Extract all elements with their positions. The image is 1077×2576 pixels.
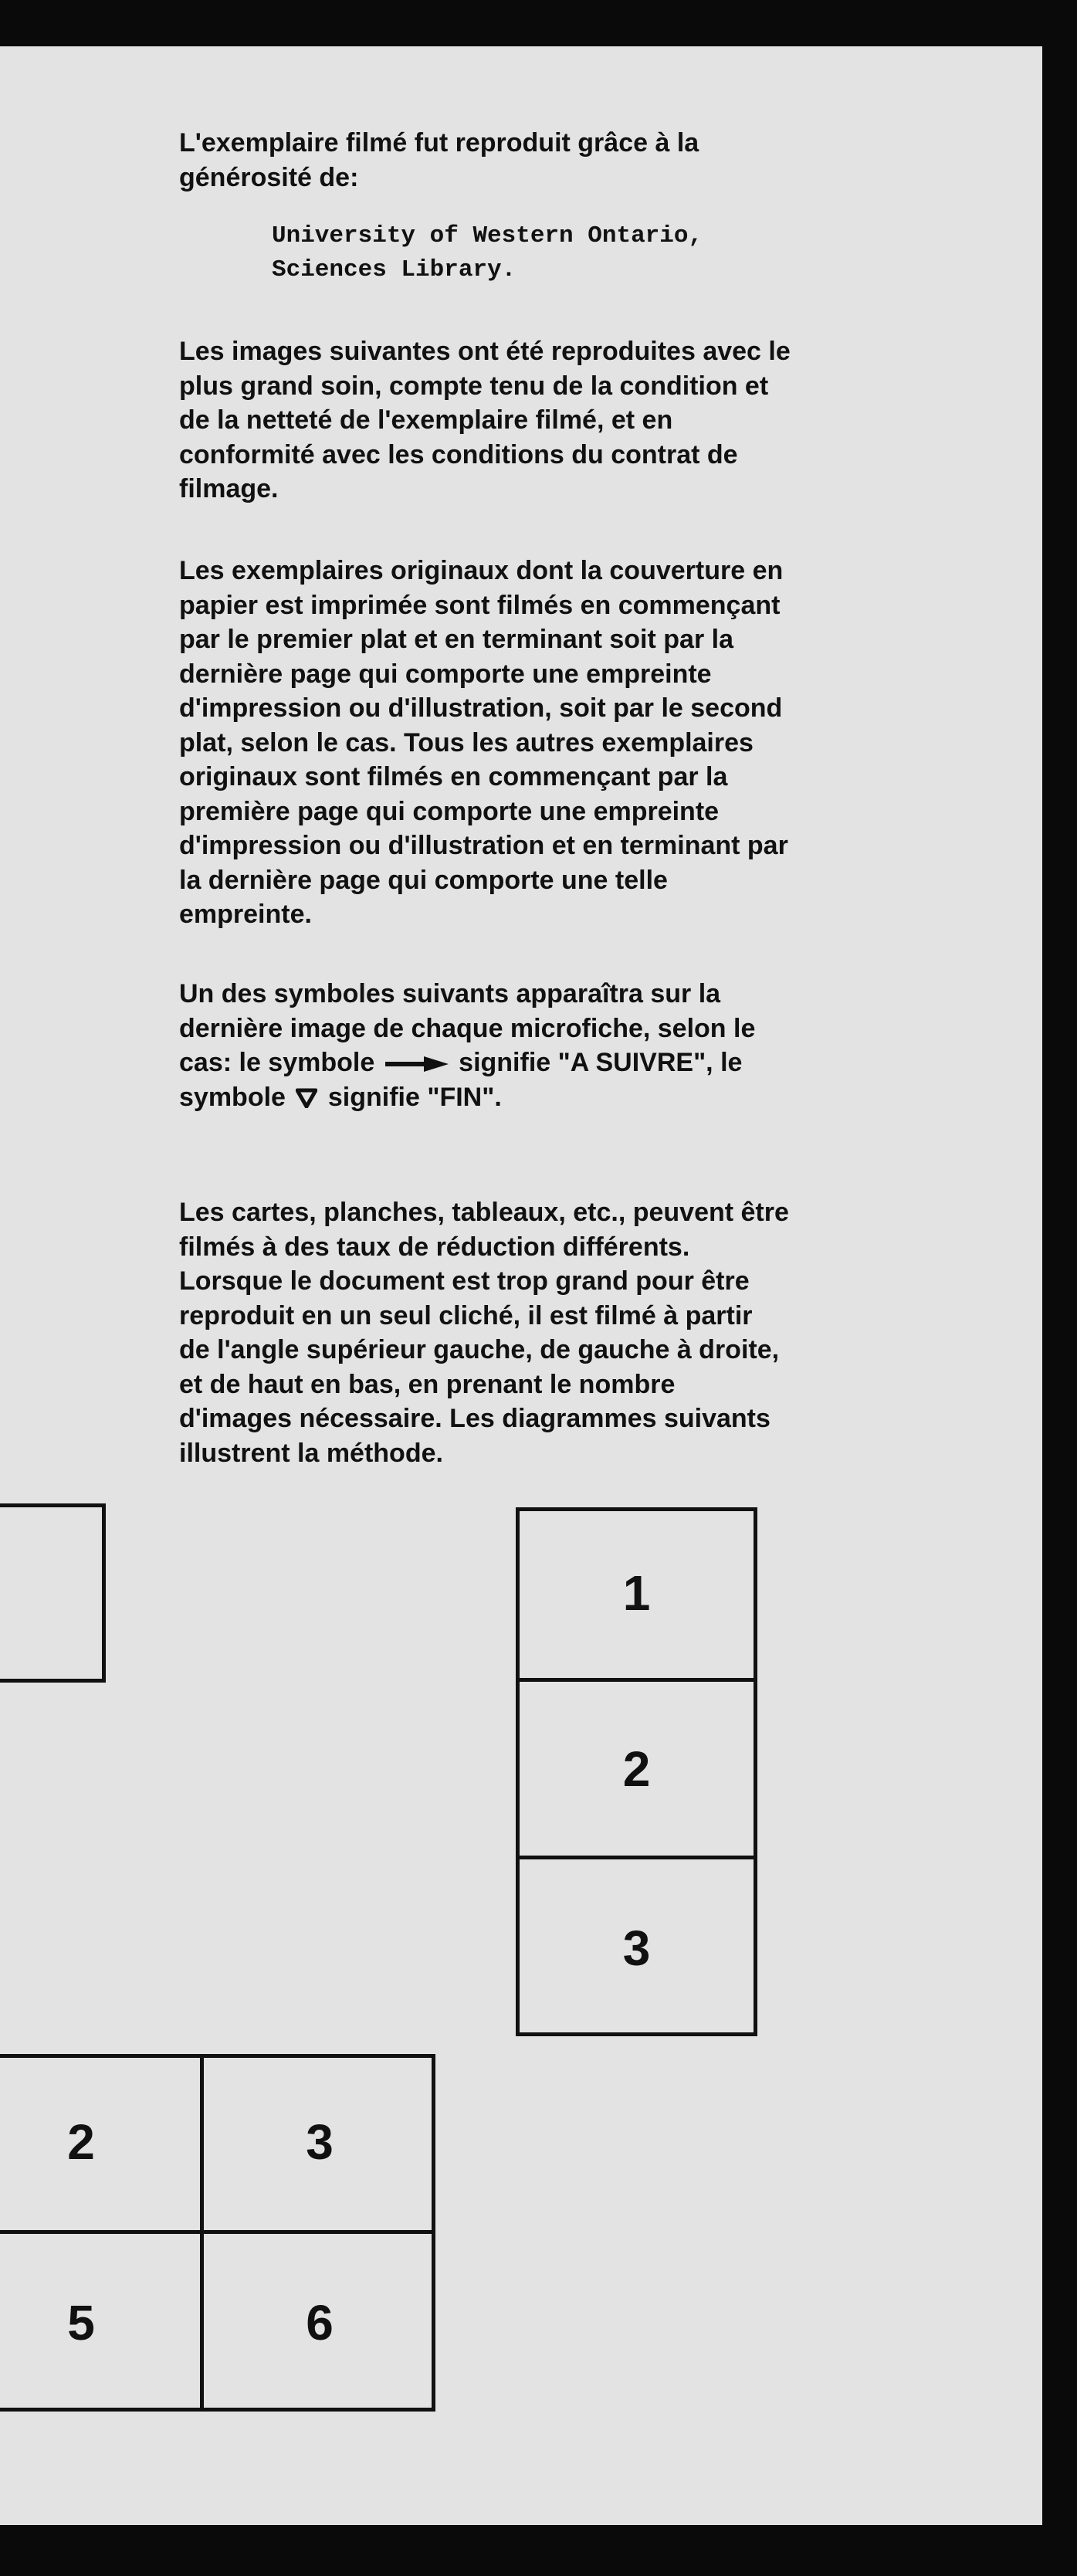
paragraph-line: conformité avec les conditions du contrat de	[179, 439, 738, 469]
library-address	[272, 219, 889, 287]
paragraph-line: d'images nécessaire. Les diagrammes suivants	[179, 1404, 770, 1433]
diagram-cell: 5	[67, 2295, 95, 2351]
scanned-page	[0, 46, 1042, 2525]
arrow-right-icon	[385, 1055, 449, 1073]
paragraph-line	[179, 1046, 951, 1080]
intro-text	[179, 126, 951, 195]
paragraph-line	[179, 1080, 951, 1115]
diagram-cell: 1	[622, 1564, 651, 1621]
paragraph-line: empreinte.	[179, 900, 312, 929]
paragraph-line: Lorsque le document est trop grand pour être	[179, 1266, 750, 1296]
diagram-left-box	[0, 1503, 106, 1683]
paragraph-line: Un des symboles suivants apparaîtra sur la	[179, 979, 721, 1008]
paragraph-line: première page qui comporte une empreinte	[179, 796, 720, 826]
paragraph-methods	[179, 1195, 951, 1470]
paragraph-line: Les images suivantes ont été reproduites avec le	[179, 337, 791, 366]
diagram-cell: 3	[306, 2114, 334, 2170]
paragraph-line: Les exemplaires originaux dont la couverture en	[179, 556, 784, 585]
paragraph-originals	[179, 554, 951, 932]
paragraph-line: filmage.	[179, 474, 279, 503]
paragraph-line: dernière page qui comporte une empreinte	[179, 659, 712, 689]
diagram-cell: 2	[67, 2114, 95, 2170]
paragraph-line: reproduit en un seul cliché, il est filmé à partir	[179, 1300, 753, 1330]
symbol-text: signifie "FIN".	[327, 1082, 502, 1112]
diagram-left-number	[0, 1503, 15, 1683]
paragraph-line: originaux sont filmés en commençant par la	[179, 762, 728, 791]
paragraph-line: Les cartes, planches, tableaux, etc., peuvent être	[179, 1198, 789, 1227]
diagram-cell: 6	[306, 2295, 334, 2351]
triangle-down-icon	[296, 1088, 317, 1108]
paragraph-line: plat, selon le cas. Tous les autres exemplaires	[179, 727, 754, 758]
paragraph-line: filmés à des taux de réduction différents.	[179, 1232, 690, 1262]
address-line: Sciences Library.	[272, 256, 516, 283]
paragraph-line: et de haut en bas, en prenant le nombre	[179, 1369, 676, 1399]
paragraph-symbols	[179, 977, 951, 1114]
paragraph-line: d'impression ou d'illustration, soit par le second	[179, 693, 783, 723]
paragraph-line: par le premier plat et en terminant soit par la	[179, 625, 733, 654]
diagram-cell: 2	[622, 1740, 651, 1797]
address-line: University of Western Ontario,	[272, 222, 703, 249]
symbol-text: symbole	[179, 1082, 286, 1112]
diagram-cell: 3	[622, 1920, 651, 1976]
paragraph-line: la dernière page qui comporte une telle	[179, 865, 668, 895]
intro-line: générosité de:	[179, 162, 359, 192]
symbol-text: cas: le symbole	[179, 1048, 375, 1077]
paragraph-line: de la netteté de l'exemplaire filmé, et en	[179, 405, 673, 435]
paragraph-line: plus grand soin, compte tenu de la condition et	[179, 371, 769, 401]
paragraph-line: papier est imprimée sont filmés en commençant	[179, 590, 781, 620]
paragraph-line: illustrent la méthode.	[179, 1438, 443, 1468]
paragraph-reproduction	[179, 334, 951, 507]
paragraph-line: de l'angle supérieur gauche, de gauche à droite,	[179, 1335, 780, 1364]
intro-line: L'exemplaire filmé fut reproduit grâce à la	[179, 128, 699, 158]
paragraph-line: dernière image de chaque microfiche, selon le	[179, 1013, 756, 1043]
symbol-text: signifie "A SUIVRE", le	[459, 1048, 743, 1077]
paragraph-line: d'impression ou d'illustration et en terminant par	[179, 831, 788, 860]
